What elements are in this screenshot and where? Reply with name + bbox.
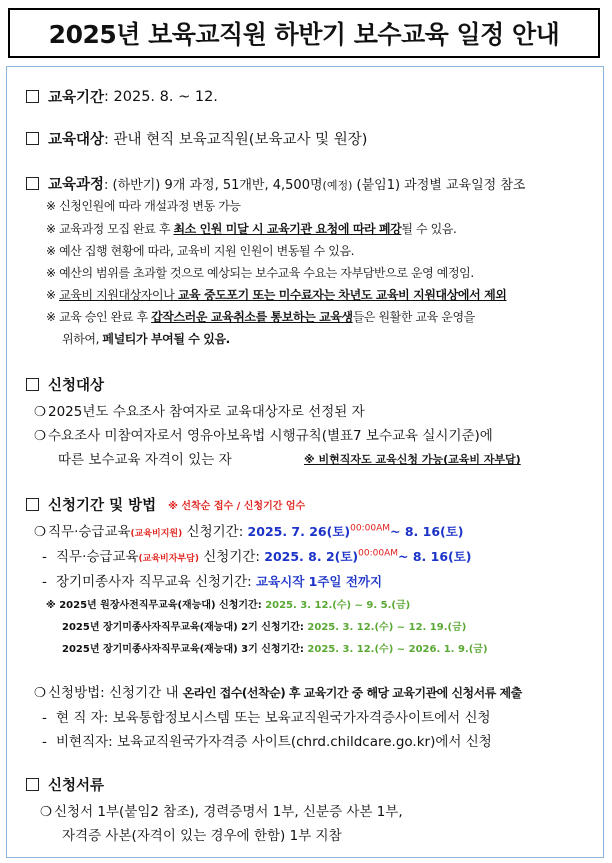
section-target (26, 128, 367, 149)
checkbox-icon (26, 498, 39, 511)
apply-row-6: 2025년 장기미종사자직무교육(재능대) 3기 신청기간: 2025. 3. 12.(수) ~ 2026. 1. 9.(금) (62, 644, 488, 655)
ring-bullet-icon: ❍ (34, 685, 47, 701)
checkbox-icon (26, 90, 39, 103)
title-box (8, 8, 600, 58)
applicants-item-3: 따른 보수교육 자격이 있는 자 (58, 452, 232, 468)
checkbox-icon (26, 132, 39, 145)
apply-method-3: - 비현직자: 보육교직원국가자격증 사이트(chrd.childcare.go.kr)에서 신청 (42, 734, 492, 750)
docs-item-1: ❍ 신청서 1부(붙임2 참조), 경력증명서 1부, 신분증 사본 1부, (40, 804, 403, 820)
apply-row-2: - 직무·승급교육(교육비자부담) 신청기간: 2025. 8. 2(토)$^{00:00AM}$~ 8. 16(토) (42, 548, 472, 565)
applicants-item-2: ❍ 수요조사 미참여자로서 영유아보육법 시행규칙(별표7 보수교육 실시기준)에 (34, 428, 493, 444)
course-note-1: ※ 신청인원에 따라 개설과정 변동 가능 (46, 199, 241, 213)
section-apply (26, 494, 305, 515)
course-note-6: ※ 교육 승인 완료 후 갑작스러운 교육취소를 통보하는 교육생들은 원활한 교육 운영을 (46, 310, 475, 324)
course-note-3: ※ 예산 집행 현황에 따라, 교육비 지원 인원이 변동될 수 있음. (46, 244, 355, 258)
ring-bullet-icon: ❍ (34, 404, 47, 420)
apply-method-1: ❍ 신청방법: 신청기간 내 온라인 접수(선착순) 후 교육기간 중 해당 교육기관에 신청서류 제출 (34, 685, 522, 701)
course-value: : (하반기) 9개 과정, 51개반, 4,500명(예정) (붙임1) 과정별 교육일정 참조 (104, 178, 526, 193)
course-label: 교육과정 (48, 177, 105, 193)
checkbox-icon (26, 177, 39, 190)
ring-bullet-icon: ❍ (40, 804, 53, 820)
apply-warning: ※ 선착순 접수 / 신청기간 엄수 (168, 501, 306, 512)
course-note-2: ※ 교육과정 모집 완료 후 최소 인원 미달 시 교육기관 요청에 따라 폐강될 수 있음. (46, 222, 457, 236)
ring-bullet-icon: ❍ (34, 524, 47, 540)
course-note-4: ※ 예산의 범위를 초과할 것으로 예상되는 보수교육 수요는 자부담반으로 운영 예정임. (46, 266, 474, 280)
apply-row-3: - 장기미종사자 직무교육 신청기간: 교육시작 1주일 전까지 (42, 574, 383, 590)
docs-label: 신청서류 (48, 778, 105, 794)
section-course (26, 173, 525, 194)
ring-bullet-icon: ❍ (34, 428, 47, 444)
section-period (26, 86, 218, 107)
target-label: 교육대상 (48, 132, 105, 148)
course-note-5: ※ 교육비 지원대상자이나 교육 중도포기 또는 미수료자는 차년도 교육비 지원대상에서 제외 (46, 288, 507, 302)
apply-row-1: ❍ 직무·승급교육(교육비지원) 신청기간: 2025. 7. 26(토)$^{00:00AM}$~ 8. 16(토) (34, 523, 464, 540)
applicants-note: ※ 비현직자도 교육신청 가능(교육비 자부담) (304, 453, 521, 466)
apply-method-2: - 현 직 자: 보육통합정보시스템 또는 보육교직원국가자격증사이트에서 신청 (42, 710, 491, 726)
course-note-6-cont: 위하여, 페널티가 부여될 수 있음. (62, 332, 230, 346)
page-title: 2025년 보육교직원 하반기 보수교육 일정 안내 (48, 20, 560, 49)
applicants-item-1: ❍ 2025년도 수요조사 참여자로 교육대상자로 선정된 자 (34, 404, 365, 420)
checkbox-icon (26, 778, 39, 791)
section-docs (26, 774, 104, 795)
target-value: : 관내 현직 보육교직원(보육교사 및 원장) (104, 132, 368, 148)
period-value: : 2025. 8. ~ 12. (104, 88, 218, 105)
section-applicants (26, 374, 104, 395)
docs-item-2: 자격증 사본(자격이 있는 경우에 한함) 1부 지참 (62, 828, 342, 844)
period-label: 교육기간 (48, 90, 105, 106)
applicants-label: 신청대상 (48, 378, 105, 394)
apply-row-4: ※ 2025년 원장사전직무교육(재능대) 신청기간: 2025. 3. 12.(수) ~ 9. 5.(금) (46, 600, 411, 611)
apply-label: 신청기간 및 방법 (48, 498, 157, 514)
apply-row-5: 2025년 장기미종사자직무교육(재능대) 2기 신청기간: 2025. 3. 12.(수) ~ 12. 19.(금) (62, 622, 467, 633)
checkbox-icon (26, 378, 39, 391)
